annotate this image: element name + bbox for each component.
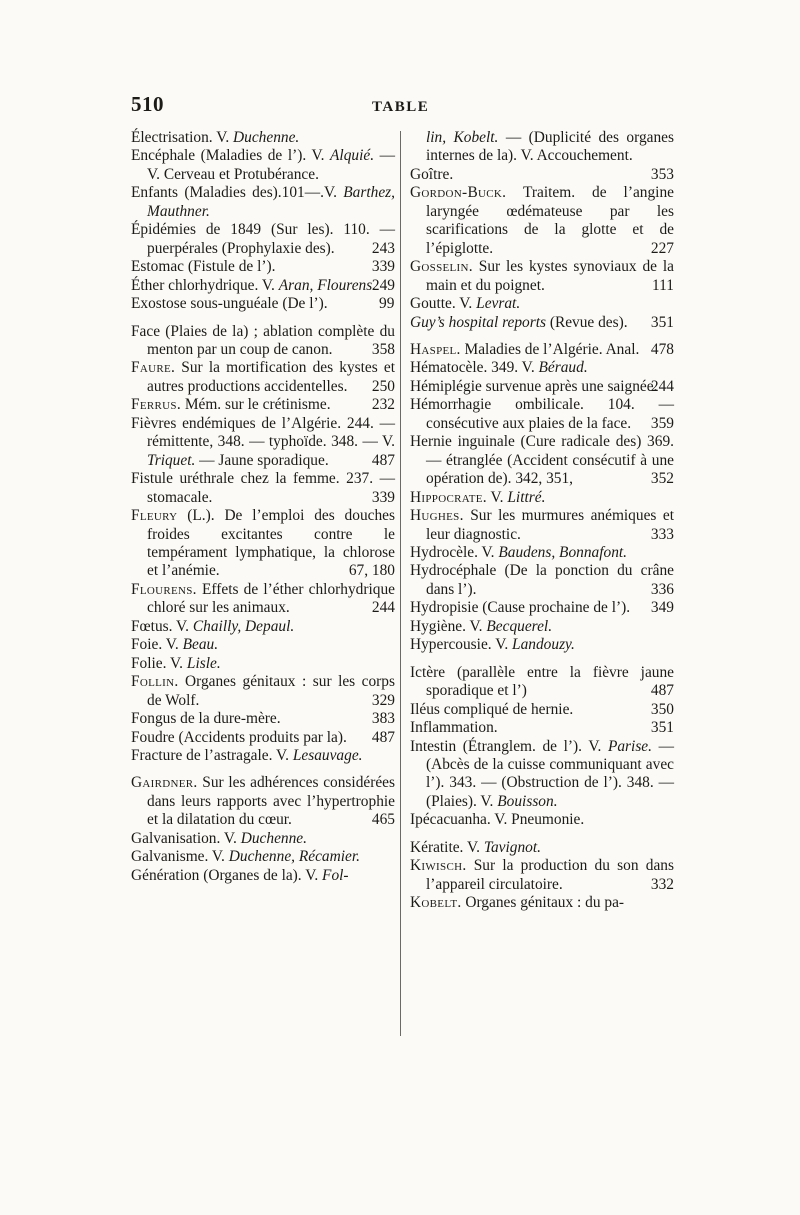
index-entry — [410, 341, 674, 359]
index-entry-text: Gordon-Buck. Traitem. de l’angine laryngée œdémateuse par les scarifications de la glotte et de l’épiglotte. — [410, 184, 674, 257]
index-entry: Exostose sous-unguéale (De l’). 99 — [131, 295, 395, 313]
index-entry — [410, 636, 674, 654]
index-entry-text: Fracture de l’astragale. V. Lesauvage. — [131, 746, 363, 764]
index-entry — [131, 729, 395, 747]
index-entry-text: Gosselin. Sur les kystes synoviaux de la main et du poignet. — [410, 258, 674, 294]
index-entry — [131, 323, 395, 360]
index-entry — [410, 314, 674, 332]
index-entry — [410, 562, 674, 599]
index-entry — [131, 221, 395, 258]
index-entry-text: Fleury (L.). De l’emploi des douches froides excitantes contre le tempérament lymphatique, la chlorose et l’anémie. — [131, 507, 395, 580]
index-entry — [410, 738, 674, 812]
index-entry — [131, 396, 395, 414]
index-entry-page: 351 — [650, 719, 674, 737]
index-entry — [410, 378, 674, 396]
index-entry-text: Fongus de la dure-mère. — [131, 710, 281, 728]
index-entry — [131, 673, 395, 710]
index-entry-text: Estomac (Fistule de l’). — [131, 258, 276, 276]
index-entry-text: Hydropisie (Cause prochaine de l’). — [410, 599, 631, 617]
index-entry-page: 358 — [371, 340, 395, 358]
index-entry-text: Fistule uréthrale chez la femme. 237. — stomacale. — [131, 470, 395, 506]
index-entry-text: Fièvres endémiques de l’Algérie. 244. — rémittente, 348. — typhoïde. 348. — V. Triquet. — Jaune sporadique. — [131, 414, 395, 469]
index-entry — [410, 839, 674, 857]
index-entry — [410, 166, 674, 184]
index-entry-text: Face (Plaies de la) ; ablation complète du menton par un coup de canon. — [131, 322, 395, 358]
index-entry-text: Hydrocèle. V. Baudens, Bonnafont. — [410, 543, 628, 561]
index-entry — [131, 655, 395, 673]
index-entry-text: Goutte. V. Levrat. — [410, 295, 521, 313]
index-entry — [410, 719, 674, 737]
index-entry — [410, 507, 674, 544]
index-entry-text: Kobelt. Organes génitaux : du pa- — [410, 894, 625, 912]
index-entry-text: Kératite. V. Tavignot. — [410, 838, 541, 856]
index-entry-text: Exostose sous-unguéale (De l’). — [131, 295, 328, 313]
index-entry-text: Galvanisme. V. Duchenne, Récamier. — [131, 848, 360, 866]
index-entry-page: 249 — [371, 276, 395, 294]
index-entry-text: Hygiène. V. Becquerel. — [410, 617, 553, 635]
index-entry — [131, 507, 395, 581]
index-entry — [131, 359, 395, 396]
index-entry-page: 487 — [371, 451, 395, 469]
index-entry — [410, 489, 674, 507]
index-entry-page: 359 — [650, 414, 674, 432]
index-entry — [410, 599, 674, 617]
index-entry — [410, 701, 674, 719]
index-entry — [410, 359, 674, 377]
index-entry-text: Hughes. Sur les murmures anémiques et leur diagnostic. — [410, 507, 674, 543]
index-entry-page: 332 — [650, 875, 674, 893]
index-entry-text: Hémorrhagie ombilicale. 104. — consécutive aux plaies de la face. — [410, 396, 674, 432]
index-entry-page: 350 — [650, 700, 674, 718]
index-entry-page: 339 — [371, 488, 395, 506]
index-entry-text: Foie. V. Beau. — [131, 636, 219, 654]
index-entry-text: Hématocèle. 349. V. Béraud. — [410, 359, 588, 377]
index-entry-text: Enfants (Maladies des).101—.V. Barthez, Mauthner. — [131, 184, 395, 220]
index-entry — [131, 618, 395, 636]
index-entry — [131, 830, 395, 848]
index-entry — [410, 433, 674, 488]
index-entry-text: Galvanisation. V. Duchenne. — [131, 829, 307, 847]
index-entry — [410, 664, 674, 701]
index-entry-page: 351 — [650, 313, 674, 331]
index-entry-page: 352 — [650, 470, 674, 488]
index-entry-page: 329 — [371, 691, 395, 709]
index-entry-page: 250 — [371, 377, 395, 395]
index-entry-page: 244 — [371, 599, 395, 617]
index-entry — [131, 277, 395, 295]
index-entry-text: Hydrocéphale (De la ponction du crâne dans l’). — [410, 562, 674, 598]
index-entry — [410, 811, 674, 829]
index-entry-page: 227 — [650, 239, 674, 257]
index-entry — [410, 396, 674, 433]
index-entry-page: 336 — [650, 580, 674, 598]
index-entry — [131, 147, 395, 184]
index-entry-page: 243 — [371, 239, 395, 257]
index-entry-text: Ictère (parallèle entre la fièvre jaune sporadique et l’) — [410, 663, 674, 700]
running-title: TABLE — [372, 99, 430, 115]
index-entry-text: Gairdner. Sur les adhérences considérées dans leurs rapports avec l’hypertrophie et la dilatation du cœur. — [131, 774, 395, 829]
index-entry-text: Foudre (Accidents produits par la). — [131, 728, 347, 746]
index-entry-page: 339 — [371, 258, 395, 276]
index-entry-page: 487 — [371, 728, 395, 746]
index-entry-text: lin, Kobelt. — (Duplicité des organes internes de la). V. Accouchement. — [426, 129, 674, 165]
index-entry — [131, 747, 395, 765]
index-entry — [410, 295, 674, 313]
index-entry — [131, 470, 395, 507]
page-number: 510 — [131, 92, 164, 116]
index-entry-text: Encéphale (Maladies de l’). V. Alquié. — V. Cerveau et Protubérance. — [131, 147, 395, 183]
index-entry-page: 244 — [650, 377, 674, 395]
index-entry-text: Folie. V. Lisle. — [131, 654, 221, 672]
index-entry-text: Hernie inguinale (Cure radicale des) 369. — étranglée (Accident consécutif à une opération de). 342, 351, — [410, 433, 674, 488]
index-entry-text: Follin. Organes génitaux : sur les corps de Wolf. — [131, 673, 395, 709]
index-entry — [410, 894, 674, 912]
index-entry — [410, 544, 674, 562]
column-divider — [400, 131, 401, 1036]
index-entry-text: Guy’s hospital reports (Revue des). — [410, 313, 628, 331]
index-entry-text: Fœtus. V. Chailly, Depaul. — [131, 617, 295, 635]
index-entry-text: Flourens. Effets de l’éther chlorhydrique chloré sur les animaux. — [131, 580, 395, 617]
index-entry-text: Kiwisch. Sur la production du son dans l’appareil circulatoire. — [410, 857, 674, 893]
index-entry — [410, 129, 674, 166]
index-entry-text: Hémiplégie survenue après une saignée. — [410, 377, 658, 395]
index-entry — [410, 258, 674, 295]
index-entry-page: 465 — [371, 811, 395, 829]
index-entry-page: 383 — [371, 710, 395, 728]
index-entry-text: Hypercousie. V. Landouzy. — [410, 636, 575, 654]
index-entry-text: Génération (Organes de la). V. Fol- — [131, 866, 349, 884]
index-entry — [131, 415, 395, 470]
index-entry-page: 232 — [371, 396, 395, 414]
index-entry — [131, 774, 395, 829]
index-column-left — [131, 129, 395, 885]
index-entry-page: 487 — [650, 682, 674, 700]
index-entry — [131, 710, 395, 728]
index-entry-text: Ipécacuanha. V. Pneumonie. — [410, 811, 585, 829]
index-entry — [131, 184, 395, 221]
index-entry — [410, 618, 674, 636]
index-entry-page: 67, 180 — [348, 562, 395, 580]
index-entry — [131, 581, 395, 618]
index-entry — [131, 636, 395, 654]
index-entry — [410, 184, 674, 258]
index-entry-text: Éther chlorhydrique. V. Aran, Flourens. — [131, 276, 377, 294]
index-entry-page: 478 — [650, 340, 674, 358]
index-entry — [131, 848, 395, 866]
index-entry-text: Intestin (Étranglem. de l’). V. Parise. — (Abcès de la cuisse communiquant avec l’). 343. — (Obstruction de l’). 348. — (Plaies). V. Bouisson. — [410, 737, 674, 810]
index-entry-text: Épidémies de 1849 (Sur les). 110. — puerpérales (Prophylaxie des). — [131, 221, 395, 257]
index-entry — [131, 258, 395, 276]
index-entry — [131, 129, 395, 147]
index-entry — [410, 857, 674, 894]
index-entry — [131, 867, 395, 885]
index-entry-text: Haspel. Maladies de l’Algérie. Anal. — [410, 340, 640, 358]
index-entry-text: Goître. — [410, 165, 454, 183]
index-entry-page: 353 — [650, 165, 674, 183]
index-entry-page: 333 — [650, 525, 674, 543]
index-entry-text: Faure. Sur la mortification des kystes et autres productions accidentelles. — [131, 359, 395, 395]
index-entry-text: Hippocrate. V. Littré. — [410, 488, 546, 506]
index-entry-page: 111 — [652, 276, 674, 294]
index-entry-text: Électrisation. V. Duchenne. — [131, 129, 300, 146]
index-entry-page: 349 — [650, 599, 674, 617]
index-column-right — [410, 129, 674, 913]
index-entry-text: Iléus compliqué de hernie. — [410, 700, 574, 718]
index-entry-text: Ferrus. Mém. sur le crétinisme. — [131, 396, 331, 414]
index-entry-text: Inflammation. — [410, 719, 498, 737]
